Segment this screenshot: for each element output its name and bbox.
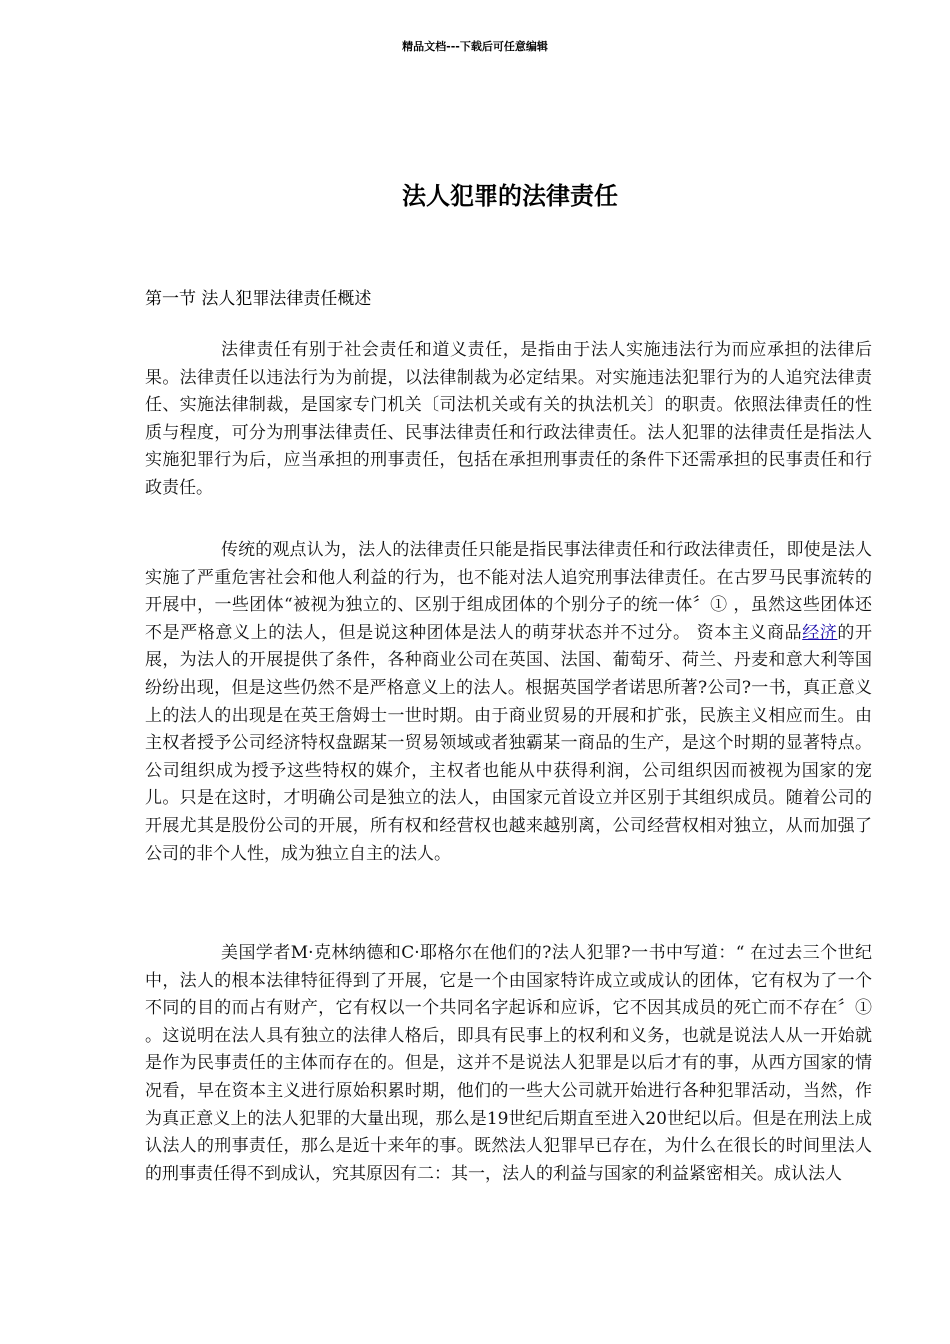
- paragraph-2-text-after-link: 的开展，为法人的开展提供了条件，各种商业公司在英国、法国、葡萄牙、荷兰、丹麦和意大利等国纷纷出现，但是这些仍然不是严格意义上的法人。根据英国学者诺思所著?公司?一书，真正意义上的法人的出现是在英王詹姆士一世时期。由于商业贸易的开展和扩张，民族主义相应而生。由主权者授予公司经济特权盘踞某一贸易领域或者独霸某一商品的生产，是这个时期的显著特点。公司组织成为授予这些特权的媒介，主权者也能从中获得利润，公司组织因而被视为国家的宠儿。只是在这时，才明确公司是独立的法人，由国家元首设立并区别于其组织成员。随着公司的开展尤其是股份公司的开展，所有权和经营权也越来越别离，公司经营权相对独立，从而加强了公司的非个人性，成为独立自主的法人。: [145, 622, 873, 864]
- paragraph-2: [145, 537, 872, 868]
- paragraph-1: [145, 337, 872, 503]
- document-title: 法人犯罪的法律责任: [402, 182, 618, 210]
- paragraph-3-text: 美国学者M·克林纳德和C·耶格尔在他们的?法人犯罪?一书中写道：“ 在过去三个世纪中，法人的根本法律特征得到了开展，它是一个由国家特许成立或成认的团体，它有权为了一个不同的目的而占有财产，它有权以一个共同名字起诉和应诉，它不因其成员的死亡而不存在〞① 。这说明在法人具有独立的法律人格后，即具有民事上的权利和义务，也就是说法人从一开始就是作为民事责任的主体而存在的。但是，这并不是说法人犯罪是以后才有的事，从西方国家的情况看，早在资本主义进行原始积累时期，他们的一些大公司就开始进行各种犯罪活动，当然，作为真正意义上的法人犯罪的大量出现，那么是19世纪后期直至进入20世纪以后。但是在刑法上成认法人的刑事责任，那么是近十来年的事。既然法人犯罪早已存在，为什么在很长的时间里法人的刑事责任得不到成认，究其原因有二：其一，法人的利益与国家的利益紧密相关。成认法人: [145, 943, 872, 1184]
- economy-link[interactable]: 经济: [802, 622, 838, 643]
- paragraph-2-text: [145, 537, 872, 868]
- paragraph-2-text-before-link: 传统的观点认为，法人的法律责任只能是指民事法律责任和行政法律责任，即使是法人实施了严重危害社会和他人利益的行为，也不能对法人追究刑事法律责任。在古罗马民事流转的开展中，一些团体“被视为独立的、区别于组成团体的个别分子的统一体〞① ，虽然这些团体还不是严格意义上的法人，但是说这种团体是法人的萌芽状态并不过分。 资本主义商品: [145, 540, 872, 643]
- page-header: 精品文档---下载后可任意编辑: [402, 40, 548, 53]
- paragraph-1-text: 法律责任有别于社会责任和道义责任，是指由于法人实施违法行为而应承担的法律后果。法律责任以违法行为为前提，以法律制裁为必定结果。对实施违法犯罪行为的人追究法律责任、实施法律制裁，是国家专门机关〔司法机关或有关的执法机关〕的职责。依照法律责任的性质与程度，可分为刑事法律责任、民事法律责任和行政法律责任。法人犯罪的法律责任是指法人实施犯罪行为后，应当承担的刑事责任，包括在承担刑事责任的条件下还需承担的民事责任和行政责任。: [145, 340, 872, 498]
- section-heading: 第一节 法人犯罪法律责任概述: [145, 289, 372, 309]
- paragraph-3: [145, 940, 872, 1188]
